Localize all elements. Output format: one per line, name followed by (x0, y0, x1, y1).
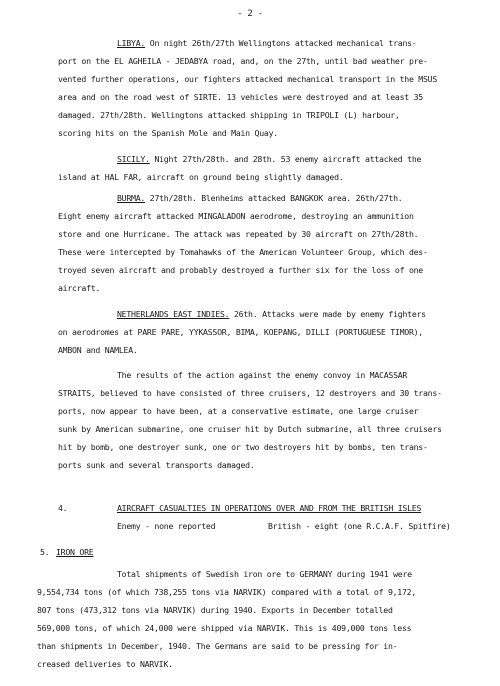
section5-heading: IRON ORE (56, 547, 94, 557)
sicily-line-0: Night 27th/28th. and 28th. 53 enemy aircraft attacked the (154, 154, 422, 164)
section4-enemy: Enemy - none reported (117, 521, 216, 531)
burma-line-3: These were intercepted by Tomahawks of the American Volunteer Group, which des- (58, 247, 428, 257)
macassar-line-2: ports, now appear to have been, at a conservative estimate, one large cruiser (58, 406, 419, 416)
burma-first-line (117, 193, 402, 204)
libya-line-5: scoring hits on the Spanish Mole and Main Quay. (58, 128, 278, 138)
libya-first-line (117, 38, 417, 49)
page-number: - 2 - (237, 9, 263, 19)
macassar-line-3: sunk by American submarine, one cruiser hit by Dutch submarine, all three cruisers (58, 424, 442, 434)
section5-line-4: than shipments in December, 1940. The Germans are said to be pressing for in- (37, 641, 398, 651)
sicily-heading: SICILY. (117, 154, 150, 164)
libya-line-2: vented further operations, our fighters attacked mechanical transport in the MSUS (58, 74, 438, 84)
nei-heading: NETHERLANDS EAST INDIES. (117, 309, 230, 319)
burma-line-4: troyed seven aircraft and probably destroyed a further six for the loss of one (58, 265, 423, 275)
section4-number: 4. (58, 503, 68, 513)
sicily-first-line (117, 154, 421, 165)
macassar-line-4: hit by bomb, one destroyer sunk, one or two destroyers hit by bombs, ten trans- (58, 442, 428, 452)
libya-line-1: port on the EL AGHEILA - JEDABYA road, and, on the 27th, until bad weather pre- (58, 56, 428, 66)
burma-line-0: 27th/28th. Blenheims attacked BANGKOK area. 26th/27th. (149, 193, 403, 203)
burma-line-1: Eight enemy aircraft attacked MINGALADON aerodrome, destroying an ammunition (58, 211, 414, 221)
section5-line-1: 9,554,734 tons (of which 738,255 tons via NARVIK) compared with a total of 9,172, (37, 587, 417, 597)
nei-line-2: AMBON and NAMLEA. (58, 345, 138, 355)
macassar-line-5: ports sunk and several transports damaged. (58, 460, 255, 470)
libya-heading: LIBYA. (117, 38, 146, 48)
nei-line-1: on aerodromes at PARE PARE, YYKASSOR, BIMA, KOEPANG, DILLI (PORTUGUESE TIMOR), (58, 327, 423, 337)
section4-british: British - eight (one R.C.A.F. Spitfire) (268, 521, 451, 531)
nei-first-line (117, 309, 426, 320)
libya-line-0: On night 26th/27th Wellingtons attacked mechanical trans- (149, 38, 417, 48)
section5-line-3: 569,000 tons, of which 24,000 were shipped via NARVIK. This is 409,000 tons less (37, 623, 412, 633)
burma-heading: BURMA. (117, 193, 146, 203)
macassar-line-1: STRAITS, believed to have consisted of three cruisers, 12 destroyers and 30 trans- (58, 388, 442, 398)
macassar-line-0: The results of the action against the enemy convoy in MACASSAR (117, 370, 408, 380)
nei-line-0: 26th. Attacks were made by enemy fighters (234, 309, 426, 319)
section5-line-5: creased deliveries to NARVIK. (37, 659, 173, 669)
sicily-line-1: island at HAL FAR, aircraft on ground being slightly damaged. (58, 172, 344, 182)
burma-line-2: store and one Hurricane. The attack was repeated by 30 aircraft on 27th/28th. (58, 229, 419, 239)
section5-line-0: Total shipments of Swedish iron ore to GERMANY during 1941 were (117, 569, 412, 579)
section5-number: 5. (40, 547, 50, 557)
burma-line-5: aircraft. (58, 283, 101, 293)
section5-line-2: 807 tons (473,312 tons via NARVIK) during 1940. Exports in December totalled (37, 605, 393, 615)
section4-heading: AIRCRAFT CASUALTIES IN OPERATIONS OVER AND FROM THE BRITISH ISLES (117, 503, 422, 513)
libya-line-4: damaged. 27th/28th. Wellingtons attacked shipping in TRIPOLI (L) harbour, (58, 110, 400, 120)
libya-line-3: area and on the road west of SIRTE. 13 vehicles were destroyed and at least 35 (58, 92, 423, 102)
